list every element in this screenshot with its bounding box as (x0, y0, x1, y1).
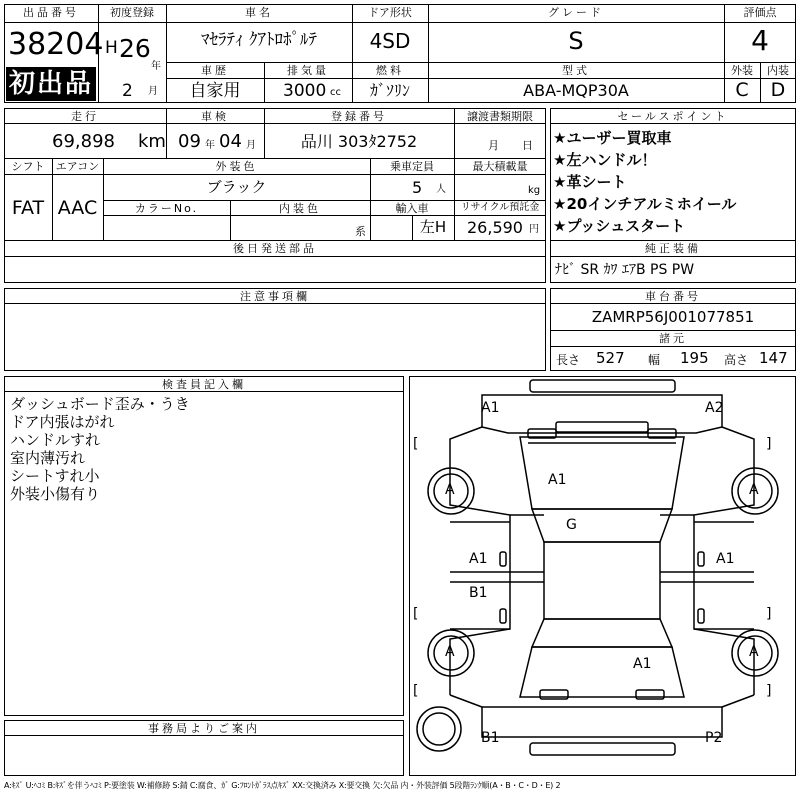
exterior-label: 外装 (731, 64, 753, 77)
inspection-month: 04 (219, 131, 242, 152)
plate-number: 品川 303ﾀ2752 (300, 132, 418, 151)
mark-wheel-rl: A (445, 644, 455, 660)
capacity: 5 (412, 178, 423, 197)
load-label: 最大積載量 (472, 160, 528, 173)
mark-hood: A1 (548, 472, 567, 488)
length-label: 長さ (556, 353, 581, 367)
mileage-unit: km (138, 131, 166, 152)
transfer-month-unit: 月 (488, 139, 499, 152)
car-diagram-box (409, 376, 796, 776)
mark-wheel-fr: A (749, 482, 759, 498)
notes-label: 注意事項欄 (240, 290, 310, 303)
chassis-number: ZAMRP56J001077851 (591, 308, 755, 326)
chassis-label: 車台番号 (645, 290, 701, 303)
mark-roof: G (566, 517, 577, 533)
mileage-label: 走行 (71, 110, 99, 123)
mark-rear-door: B1 (469, 585, 488, 601)
bracket: ] (766, 436, 772, 452)
bracket: [ (413, 606, 419, 622)
mark-wheel-fl: A (445, 482, 455, 498)
bracket: ] (766, 683, 772, 699)
body-color: ブラック (206, 178, 267, 196)
inspector-label: 検査員記入欄 (162, 378, 246, 391)
sales-points-label: セールスポイント (617, 110, 729, 123)
sales-point-item: ★20インチアルミホイール (553, 195, 737, 213)
load-unit: kg (528, 185, 541, 196)
inspection-year: 09 (178, 131, 201, 152)
car-diagram (410, 377, 794, 774)
width-label: 幅 (648, 353, 661, 367)
first-listing-badge: 初出品 (6, 67, 96, 101)
ac-label: エアコン (55, 160, 100, 173)
recycle-label: リサイクル預託金 (460, 202, 540, 213)
lot-label: 出品番号 (23, 6, 79, 19)
transfer-label: 譲渡書類期限 (467, 110, 533, 123)
mark-front-right: A2 (705, 400, 724, 416)
inspector-line: シートすれ小 (10, 467, 100, 485)
equipment-label: 純正装備 (645, 242, 701, 255)
recycle-fee: 26,590 (467, 218, 523, 237)
history-label: 車歴 (201, 64, 229, 77)
mark-wheel-rr: A (749, 644, 759, 660)
grade: S (568, 27, 584, 55)
mark-front-door: A1 (469, 551, 488, 567)
sales-point-item: ★ユーザー買取車 (553, 129, 672, 147)
capacity-label: 乗車定員 (390, 160, 434, 173)
interior-label: 内装 (767, 64, 789, 77)
later-parts-label: 後日発送部品 (233, 242, 317, 255)
dims-label: 諸元 (659, 332, 687, 345)
fuel-label: 燃料 (376, 64, 404, 77)
height-label: 高さ (724, 353, 749, 367)
inspector-line: 室内薄汚れ (10, 449, 86, 467)
sales-point-item: ★プッシュスタート (553, 217, 686, 235)
lot-number: 38204 (8, 27, 104, 62)
displacement-label: 排気量 (287, 64, 329, 77)
first-reg-label: 初度登録 (110, 6, 154, 19)
inspection-year-unit: 年 (205, 140, 215, 151)
mark-front-door-right: A1 (716, 551, 735, 567)
office-label: 事務局よりご案内 (148, 722, 260, 735)
color-no-label: カラーNo. (134, 202, 199, 215)
first-reg-year: 26 (119, 34, 151, 63)
inspection-label: 車検 (201, 110, 229, 123)
score-label: 評価点 (743, 6, 777, 19)
mark-front-left: A1 (481, 400, 500, 416)
score: 4 (751, 24, 769, 57)
length: 527 (596, 349, 625, 367)
year-unit: 年 (151, 61, 161, 72)
history: 自家用 (189, 81, 241, 101)
ac: AAC (57, 197, 98, 219)
model-label: 型式 (562, 64, 590, 77)
import-value: 左H (419, 218, 447, 236)
sales-point-item: ★左ハンドル！ (553, 151, 657, 169)
month-unit: 月 (148, 86, 158, 97)
shift: FAT (11, 197, 45, 219)
int-color-label: 内装色 (279, 202, 321, 215)
displacement: 3000 (283, 81, 327, 101)
sales-point-item: ★革シート (553, 173, 627, 191)
era: H (105, 38, 118, 58)
inspector-line: ダッシュボード歪み・うき (10, 395, 190, 413)
door-type: 4SD (369, 29, 411, 53)
grade-label: グレード (548, 6, 604, 19)
int-color-unit: 系 (355, 225, 366, 238)
mark-rear-right: P2 (705, 730, 723, 746)
inspection-month-unit: 月 (246, 140, 256, 151)
recycle-unit: 円 (529, 224, 539, 235)
inspector-line: ハンドルすれ (10, 431, 101, 449)
transfer-day-unit: 日 (522, 139, 533, 152)
displacement-unit: cc (330, 87, 341, 98)
car-name-label: 車名 (245, 6, 273, 19)
legend: A:ｷｽﾞ U:ﾍｺﾐ B:ｷｽﾞを伴うﾍｺﾐ P:要塗装 W:補修跡 S:錆 C:腐食、ｶﾞ G:ﾌﾛﾝﾄｶﾞﾗｽ点ｷｽﾞ XX:交換済み X:要交換 欠:欠品 内・外装評価 5段階ﾗﾝｸ順(A・B・C・D・E) 2 (4, 781, 561, 790)
inspector-line: 外装小傷有り (10, 485, 101, 503)
height: 147 (759, 349, 788, 367)
shift-label: シフト (11, 160, 45, 173)
fuel: ｶﾞｿﾘﾝ (369, 81, 410, 100)
import-label: 輸入車 (395, 202, 429, 215)
mark-trunk: A1 (633, 656, 652, 672)
door-label: ドア形状 (368, 6, 412, 19)
interior-grade: D (770, 79, 786, 101)
color-label: 外装色 (215, 160, 258, 173)
first-reg-month: 2 (122, 81, 133, 101)
bracket: [ (413, 436, 419, 452)
car-name: ﾏｾﾗﾃｨ ｸｱﾄﾛﾎﾟﾙﾃ (201, 30, 317, 50)
mark-rear-left: B1 (481, 730, 500, 746)
width: 195 (680, 349, 709, 367)
model: ABA-MQP30A (523, 81, 629, 100)
inspector-line: ドア内張はがれ (10, 413, 115, 431)
capacity-unit: 人 (436, 184, 446, 195)
plate-label: 登録番号 (331, 110, 387, 123)
exterior-grade: C (735, 79, 749, 101)
bracket: ] (766, 606, 772, 622)
equipment-value: ﾅﾋﾞ SR ｶﾜ ｴｱB PS PW (555, 262, 695, 278)
bracket: [ (413, 683, 419, 699)
mileage: 69,898 (52, 131, 115, 152)
